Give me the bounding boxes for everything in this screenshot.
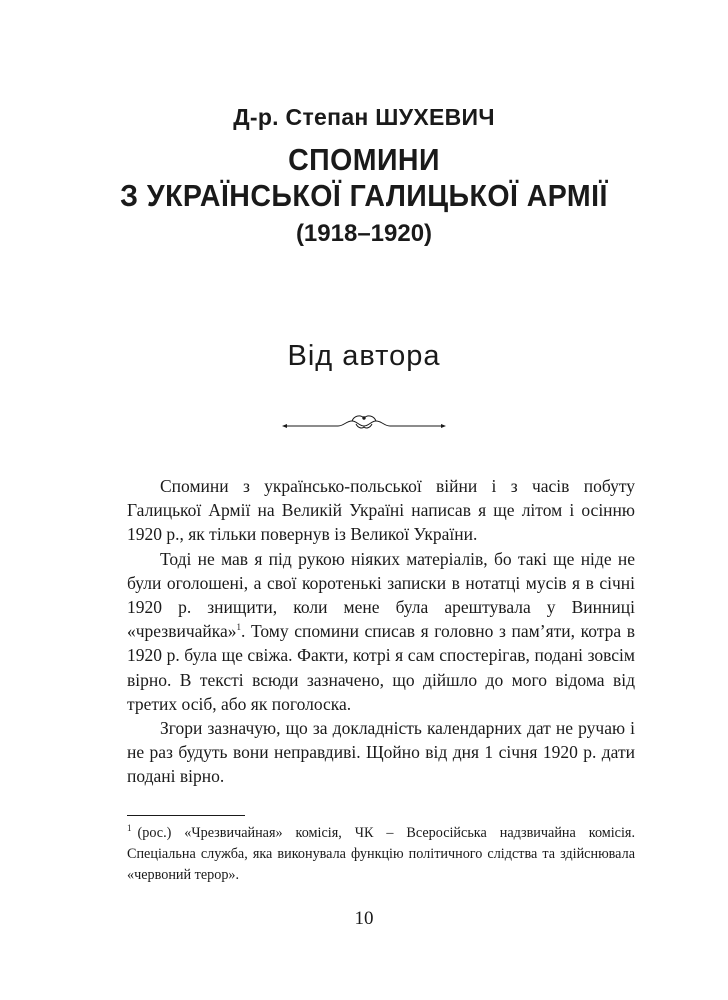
page-number: 10 xyxy=(354,908,374,929)
footnote-text: (рос.) «Чрезвичайная» комісія, ЧК – Всеросійська надзвичайна комісія. Спеціальна служба, яка виконувала функцію політичного слідства та здійснювала «червоний терор». xyxy=(127,825,635,883)
footnote-mark: 1 xyxy=(127,823,132,834)
paragraph-3: Згори зазначую, що за докладність календарних дат не ручаю і не раз будуть вони неправдиві. Щойно від дня 1 січня 1920 р. дати подані вірно. xyxy=(127,718,635,787)
paragraph-1: Спомини з українсько-польської війни і з часів побуту Галицької Армії на Великій Україні написав я ще літом і осінню 1920 р., як тільки повернув із Великої України. xyxy=(127,476,635,545)
paragraph-2-part-2: . Тому спомини списав я головно з пам’яти, котра в 1920 р. була ще свіжа. Факти, котрі я сам спостерігав, подані зовсім вірно. В тексті всюди зазначено, що дійшло до мого відома від третих осіб, або як поголоска. xyxy=(127,621,635,714)
footnote xyxy=(127,823,635,886)
body-text xyxy=(127,474,635,789)
book-title-line-2: З УКРАЇНСЬКОЇ ГАЛИЦЬКОЇ АРМІЇ xyxy=(120,178,608,213)
book-title-line-1: СПОМИНИ xyxy=(288,142,440,177)
section-heading: Від автора xyxy=(287,340,441,372)
flourish-divider-icon xyxy=(282,410,446,434)
paragraph-2-part-1: Тоді не мав я під рукою ніяких матеріалів, бо такі ще ніде не були оголошені, а свої коротенькі записки в нотатці мусів я в січні 1920 р. знищити, коли мене була арештувала у Винниці «чрезвичайка» xyxy=(127,548,635,642)
book-years: (1918–1920) xyxy=(295,220,433,247)
paragraph-2 xyxy=(127,547,635,716)
footnote-separator xyxy=(127,815,245,816)
author-name: Д-р. Степан ШУХЕВИЧ xyxy=(233,104,495,130)
footnote-reference: 1 xyxy=(236,622,242,633)
